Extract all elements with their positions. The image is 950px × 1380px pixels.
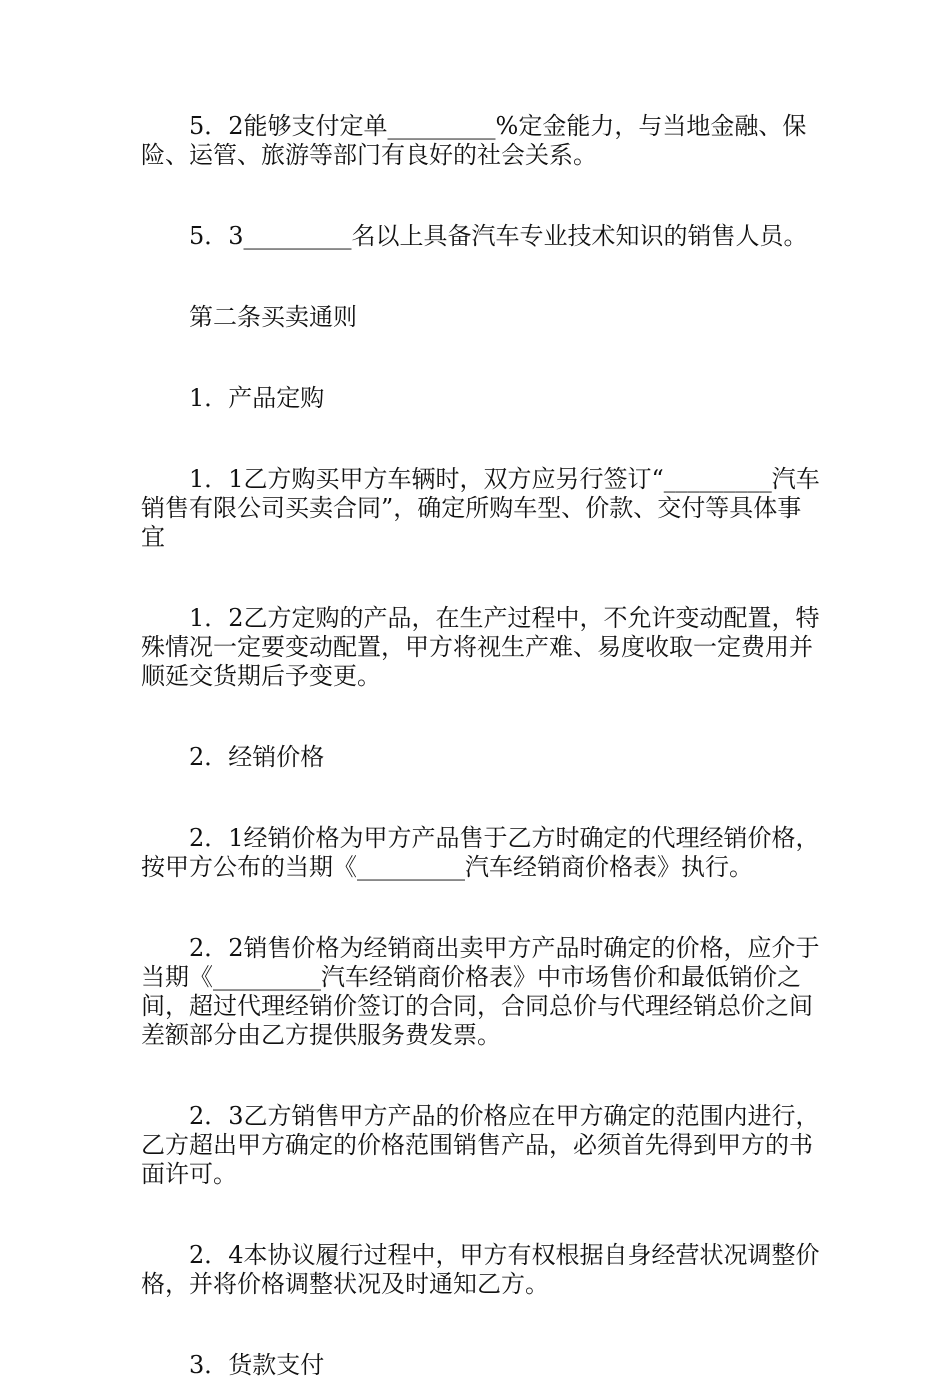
subheading-payment: 3．货款支付 [189,1351,325,1379]
clause-1-2: 1．2乙方定购的产品，在生产过程中，不允许变动配置，特殊情况一定要变动配置，甲方将视生产难、易度收取一定费用并顺延交货期后予变更。 [141,604,820,690]
clause-5-2: 5．2能够支付定单_________%定金能力，与当地金融、保险、运管、旅游等部门有良好的社会关系。 [141,112,807,169]
section-heading-article-2: 第二条买卖通则 [189,303,357,331]
subheading-product-order: 1．产品定购 [189,384,325,412]
clause-1-1: 1．1乙方购买甲方车辆时，双方应另行签订“_________汽车销售有限公司买卖合同”，确定所购车型、价款、交付等具体事宜 [141,465,820,551]
subheading-dealer-price: 2．经销价格 [189,743,325,771]
clause-5-3: 5．3_________名以上具备汽车专业技术知识的销售人员。 [189,222,808,250]
clause-2-3: 2．3乙方销售甲方产品的价格应在甲方确定的范围内进行，乙方超出甲方确定的价格范围销售产品，必须首先得到甲方的书面许可。 [141,1102,820,1188]
clause-2-2: 2．2销售价格为经销商出卖甲方产品时确定的价格，应介于当期《_________汽车经销商价格表》中市场售价和最低销价之间，超过代理经销价签订的合同，合同总价与代理经销总价之间差额部分由乙方提供服务费发票。 [141,934,820,1049]
clause-2-4: 2．4本协议履行过程中，甲方有权根据自身经营状况调整价格，并将价格调整状况及时通知乙方。 [141,1241,820,1298]
document-page [141,112,821,1380]
clause-2-1: 2．1经销价格为甲方产品售于乙方时确定的代理经销价格，按甲方公布的当期《_________汽车经销商价格表》执行。 [141,824,820,881]
